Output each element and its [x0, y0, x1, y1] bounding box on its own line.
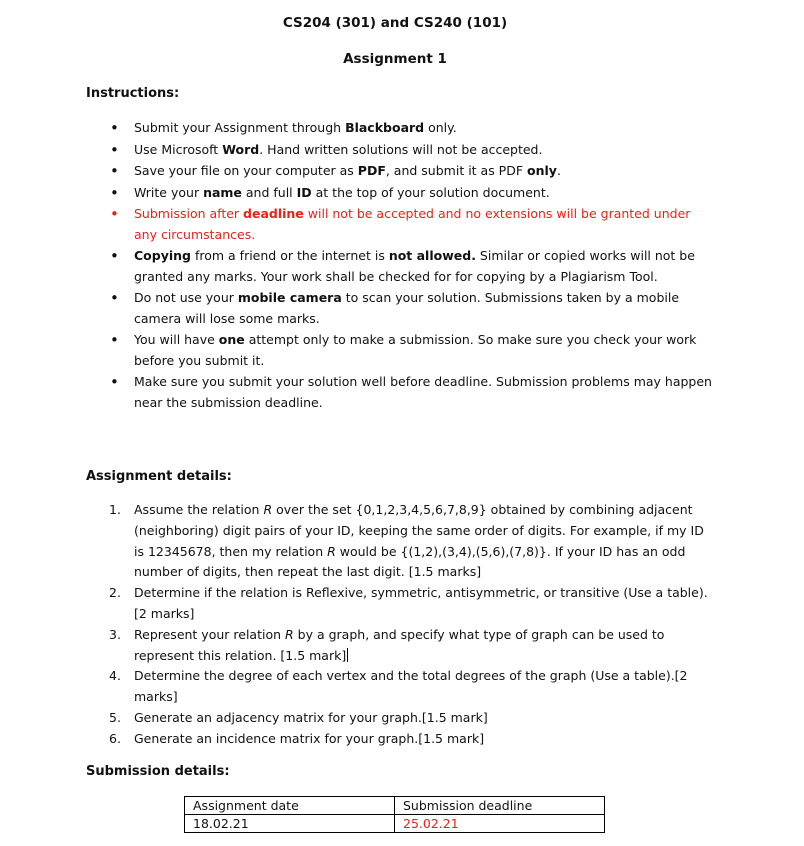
text-run: only. — [424, 120, 457, 135]
text-run: at the top of your solution document. — [311, 184, 550, 200]
text-run: from a friend or the internet is — [191, 248, 389, 263]
instruction-item — [134, 161, 714, 182]
text-run: Generate an adjacency matrix for your graph.[1.5 mark] — [134, 709, 488, 725]
assignment-title: Assignment 1 — [343, 51, 447, 67]
item-number: 5. — [109, 709, 121, 725]
text-run: R — [327, 543, 336, 559]
text-run: Write your — [134, 184, 204, 200]
assignment-item — [109, 729, 709, 750]
text-run: will not be accepted and no extensions will be granted under any circumstances. — [134, 206, 691, 242]
text-run: Copying — [134, 248, 191, 263]
text-run: Do not use your — [134, 290, 238, 305]
text-run: Blackboard — [345, 120, 425, 135]
text-run: , and submit it as PDF — [385, 163, 528, 178]
text-run: . Hand written solutions will not be accepted. — [259, 141, 543, 157]
text-run: and full — [241, 184, 297, 200]
instruction-item — [134, 204, 714, 245]
item-number: 1. — [109, 502, 121, 517]
table-row — [185, 797, 605, 815]
text-run: attempt only to make a submission. So make sure you check your work before you submit it. — [134, 332, 697, 368]
text-run: only — [527, 163, 557, 178]
text-run: name — [203, 184, 242, 200]
instruction-item — [134, 246, 714, 287]
table-row — [185, 815, 605, 833]
assignment-date-header: Assignment date — [185, 797, 395, 815]
instructions-list — [134, 118, 714, 414]
item-number: 4. — [109, 668, 121, 684]
text-run: over the set {0,1,2,3,4,5,6,7,8,9} obtained by combining adjacent (neighboring) digit pairs of your ID, keeping the same order of digits. For example, if my ID is 12345678, then my relation — [134, 502, 704, 559]
text-run: deadline — [243, 206, 304, 221]
instruction-item — [134, 183, 714, 204]
text-run: Similar or copied works will not be granted any marks. Your work shall be checked for for copying by a Plagiarism Tool. — [134, 248, 695, 284]
instruction-item — [134, 288, 714, 329]
assignment-list — [109, 500, 709, 750]
assignment-details-heading: Assignment details: — [86, 469, 232, 484]
text-run: ID — [296, 184, 312, 200]
instruction-item — [134, 118, 714, 139]
assignment-item — [109, 666, 709, 708]
text-run: Use Microsoft — [134, 141, 223, 157]
text-run: Represent your relation — [134, 626, 285, 642]
item-number: 2. — [109, 585, 121, 601]
text-run: not allowed. — [388, 248, 476, 263]
instruction-item — [134, 372, 714, 413]
text-run: You will have — [134, 332, 219, 347]
text-cursor — [347, 648, 348, 662]
item-number: 6. — [109, 730, 121, 746]
text-run: Save your file on your computer as — [134, 163, 358, 178]
assignment-item — [109, 708, 709, 729]
instructions-heading: Instructions: — [86, 86, 180, 101]
text-run: PDF — [357, 163, 386, 178]
text-run: Assume the relation — [134, 502, 264, 517]
submission-deadline-header: Submission deadline — [395, 797, 605, 815]
submission-table — [184, 796, 605, 833]
text-run: mobile camera — [237, 290, 342, 305]
text-run: Determine if the relation is Reflexive, symmetric, antisymmetric, or transitive (Use a table).[2 marks] — [134, 585, 708, 621]
instruction-item — [134, 140, 714, 161]
text-run: R — [285, 626, 294, 642]
text-run: Make sure you submit your solution well before deadline. Submission problems may happen near the submission deadline. — [134, 374, 712, 410]
assignment-item — [109, 583, 709, 625]
instruction-item — [134, 330, 714, 371]
text-run: would be {(1,2),(3,4),(5,6),(7,8)}. If your ID has an odd number of digits, then repeat the last digit. [1.5 marks] — [134, 543, 686, 580]
assignment-item — [109, 625, 709, 667]
text-run: Submission after — [134, 206, 244, 221]
text-run: to scan your solution. Submissions taken by a mobile camera will lose some marks. — [134, 290, 680, 326]
assignment-date-value: 18.02.21 — [185, 815, 395, 833]
submission-deadline-value: 25.02.21 — [395, 815, 605, 833]
document-title: CS204 (301) and CS240 (101) — [282, 15, 508, 31]
text-run: Determine the degree of each vertex and the total degrees of the graph (Use a table).[2 marks] — [134, 668, 688, 705]
item-number: 3. — [109, 626, 121, 642]
text-run: one — [218, 332, 245, 347]
text-run: R — [263, 502, 273, 517]
text-run: by a graph, and specify what type of graph can be used to represent this relation. [1.5 mark] — [134, 626, 665, 663]
submission-details-heading: Submission details: — [86, 764, 230, 779]
text-run: . — [556, 163, 561, 178]
text-run: Generate an incidence matrix for your graph.[1.5 mark] — [134, 730, 485, 746]
assignment-item — [109, 500, 709, 583]
text-run: Submit your Assignment through — [134, 120, 346, 135]
text-run: Word — [222, 141, 260, 157]
